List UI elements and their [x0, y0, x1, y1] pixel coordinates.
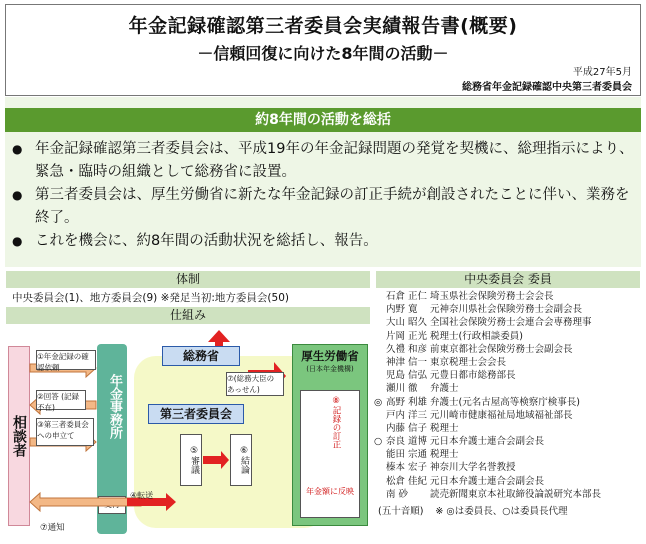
member-mark [374, 343, 386, 356]
step1-box: ①年金記録の確認依頼 [36, 350, 96, 370]
member-title: 税理士 [430, 449, 459, 461]
member-mark [374, 369, 386, 382]
report-date: 平成27年5月 [572, 67, 632, 78]
step7-notify-label: ⑦通知 [40, 523, 65, 533]
member-mark [374, 330, 386, 343]
member-mark [374, 382, 386, 395]
member-row [374, 356, 644, 369]
member-name: 児島 信弘 [386, 370, 428, 382]
summary-bullet: ● 第三者委員会は、厚生労働省に新たな年金記録の訂正手続が創設されたことに伴い、業務を終了。 [10, 184, 640, 230]
member-name: 南 砂 [386, 488, 409, 500]
mhlw-sublabel: (日本年金機構) [306, 365, 354, 373]
member-row [374, 290, 644, 303]
member-role-note: ※ ◎は委員長、○は委員長代理 [435, 506, 568, 517]
lower-section [0, 268, 646, 544]
member-row [374, 475, 644, 488]
member-mark [374, 488, 386, 501]
member-footer [374, 503, 644, 517]
reflect-label: 年金額に反映 [306, 487, 354, 496]
report-org: 総務省年金記録確認中央第三者委員会 [462, 82, 632, 93]
member-title: 埼玉県社会保険労務士会会長 [430, 291, 554, 302]
member-mark [374, 448, 386, 461]
member-title: 元豊日都市総務部長 [430, 370, 516, 382]
member-title: 弁護士 [430, 383, 459, 395]
summary-heading: 約8年間の活動を総括 [5, 108, 641, 132]
member-name: 久禮 和彦 [386, 343, 428, 355]
member-title: 東京税理士会会長 [430, 356, 507, 368]
member-mark: ◎ [374, 396, 383, 408]
member-name: 内藤 信子 [386, 422, 428, 434]
member-title: 元日本弁護士連合会副会長 [430, 475, 545, 487]
member-name: 片岡 正光 [386, 330, 428, 342]
page-subtitle: －信頼回復に向けた8年間の活動－ [197, 44, 449, 63]
mic-mediation-box: ⑦(総務大臣の あっせん) [226, 372, 284, 396]
member-mark [374, 461, 386, 474]
member-row [374, 382, 644, 395]
member-row [374, 343, 644, 356]
member-row [374, 435, 644, 448]
office-label: 年金事務所 [107, 374, 122, 439]
applicant-box: 相談者 [8, 346, 30, 526]
member-title: 神奈川大学名誉教授 [430, 462, 516, 474]
member-name: 高野 利雄 [386, 396, 428, 408]
member-row [374, 488, 644, 501]
arrow-step7-notify [30, 493, 141, 511]
member-name: 神津 信一 [386, 356, 428, 368]
structure-heading: 体制 [6, 271, 370, 288]
member-name: 能田 宗通 [386, 449, 428, 461]
member-row [374, 369, 644, 382]
member-title: 前東京都社会保険労務士会副会長 [430, 343, 573, 355]
member-row [374, 330, 644, 343]
member-mark [374, 356, 386, 369]
member-row [374, 422, 644, 435]
member-title: 読売新聞東京本社取締役論説研究本部長 [430, 488, 602, 500]
summary-bullet: ● 年金記録確認第三者委員会は、平成19年の年金記録問題の発覚を契機に、総理指示により、緊急・臨時の組織として総務省に設置。 [10, 138, 640, 184]
member-row [374, 461, 644, 474]
member-mark [374, 290, 386, 303]
member-title: 元神奈川県社会保険労務士会副会長 [430, 304, 583, 316]
step2-box: ②回答 (記録不在) [36, 390, 86, 410]
title-box [5, 4, 641, 96]
member-name: 瀬川 徹 [386, 383, 418, 395]
member-list [374, 290, 644, 517]
member-mark [374, 475, 386, 488]
mechanism-heading: 仕組み [6, 307, 370, 324]
member-title: 弁護士(元名古屋高等検察庁検事長) [430, 396, 580, 408]
member-title: 税理士(行政相談委員) [430, 330, 523, 342]
member-mark [374, 409, 386, 422]
member-row [374, 303, 644, 316]
member-name: 松倉 佳紀 [386, 475, 428, 487]
member-order-note: (五十音順) [378, 506, 424, 517]
member-name: 内野 寛 [386, 304, 418, 316]
summary-bullets [10, 138, 640, 253]
member-name: 榛本 宏子 [386, 462, 428, 474]
page-title: 年金記録確認第三者委員会実績報告書(概要) [128, 15, 518, 37]
member-title: 元川崎市健康福祉局地域福祉部長 [430, 409, 573, 421]
member-title: 全国社会保険労務士会連合会専務理事 [430, 317, 592, 329]
transfer-label: ④転送 [130, 491, 154, 500]
member-name: 戸内 洋三 [386, 409, 428, 421]
member-mark [374, 316, 386, 329]
member-title: 元日本弁護士連合会副会長 [430, 436, 545, 448]
member-title: 税理士 [430, 422, 459, 434]
mic-box: 総務省 [162, 346, 240, 366]
member-name: 大山 昭久 [386, 317, 428, 329]
member-row [374, 409, 644, 422]
member-mark: ○ [374, 436, 383, 448]
mhlw-label: 厚生労働省 [301, 349, 359, 363]
arrow-review [203, 451, 229, 469]
review-box: ⑤審議 [180, 434, 202, 486]
member-row [374, 396, 644, 409]
member-mark [374, 303, 386, 316]
member-mark [374, 422, 386, 435]
member-row [374, 448, 644, 461]
committee-box: 第三者委員会 [148, 404, 244, 424]
members-heading: 中央委員会 委員 [376, 271, 640, 288]
member-name: 奈良 道博 [386, 436, 428, 448]
conclusion-box: ⑥結論 [230, 434, 252, 486]
correction-label: ⑧記録の訂正 [331, 396, 341, 449]
member-row [374, 316, 644, 329]
step3-box: ③第三者委員会への申立て [36, 418, 94, 446]
mechanism-diagram [6, 326, 371, 541]
structure-text: 中央委員会(1)、地方委員会(9) ※発足当初:地方委員会(50) [12, 292, 289, 304]
member-name: 石倉 正仁 [386, 291, 428, 302]
summary-bullet: ● これを機会に、約8年間の活動状況を総括し、報告。 [10, 230, 640, 253]
